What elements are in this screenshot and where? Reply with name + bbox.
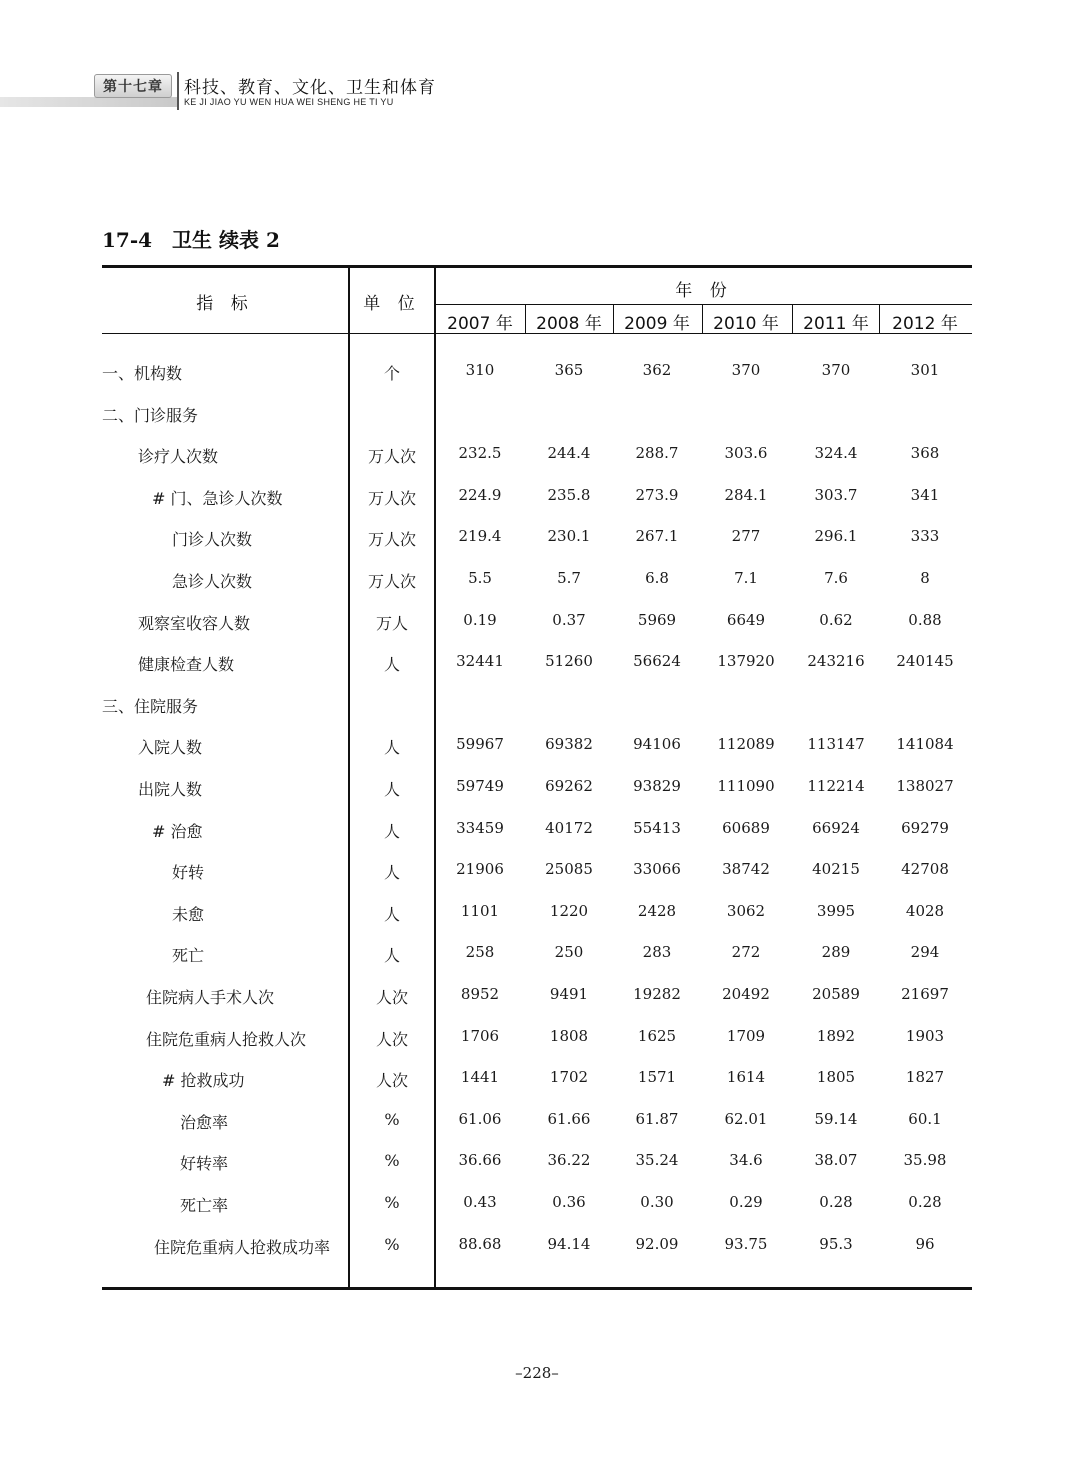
value-cell: 6.8 [645, 569, 669, 587]
value-cell: 69279 [901, 819, 949, 837]
value-cell: 3995 [816, 902, 856, 920]
value-cell: 40172 [545, 819, 593, 837]
row-label: 观察室收容人数 [138, 614, 251, 633]
header-indicator: 指 标 [196, 294, 254, 314]
value-cell: 21906 [456, 860, 504, 878]
table-row [102, 943, 972, 973]
value-cell: 6649 [726, 611, 766, 629]
row-unit: 万人次 [367, 572, 416, 591]
value-cell: 9491 [549, 985, 589, 1003]
chapter-title: 科技、教育、文化、卫生和体育 [184, 78, 436, 98]
value-cell: 0.28 [819, 1193, 853, 1211]
value-cell: 112089 [717, 735, 775, 753]
row-unit: % [384, 1235, 400, 1254]
row-unit: 人 [383, 738, 400, 757]
row-unit: % [384, 1193, 400, 1212]
row-unit: 人 [383, 946, 400, 965]
table-row [102, 694, 972, 724]
value-cell: 21697 [901, 985, 949, 1003]
value-cell: 5.7 [557, 569, 581, 587]
value-cell: 33459 [456, 819, 504, 837]
value-cell: 368 [910, 444, 940, 462]
value-cell: 141084 [896, 735, 954, 753]
value-cell: 55413 [633, 819, 681, 837]
value-cell: 7.6 [824, 569, 848, 587]
value-cell: 0.88 [908, 611, 942, 629]
value-cell: 301 [910, 361, 940, 379]
value-cell: 0.36 [552, 1193, 586, 1211]
value-cell: 95.3 [819, 1235, 853, 1253]
header-unit: 单 位 [363, 294, 421, 314]
row-label: # 门、急诊人次数 [152, 489, 283, 508]
value-cell: 36.22 [547, 1151, 591, 1169]
table-row [102, 735, 972, 765]
table-row [102, 569, 972, 599]
value-cell: 59749 [456, 777, 504, 795]
chapter-pinyin: KE JI JIAO YU WEN HUA WEI SHENG HE TI YU [184, 97, 394, 107]
value-cell: 0.29 [729, 1193, 763, 1211]
year-divider [879, 305, 880, 333]
year-group-rule [435, 304, 972, 305]
value-cell: 310 [465, 361, 495, 379]
value-cell: 112214 [807, 777, 865, 795]
table-row [102, 1027, 972, 1057]
table-row [102, 611, 972, 641]
value-cell: 94106 [633, 735, 681, 753]
row-unit: % [384, 1151, 400, 1170]
year-divider [613, 305, 614, 333]
value-cell: 294 [910, 943, 940, 961]
table-row [102, 1235, 972, 1265]
year-header: 2010 年 [713, 314, 779, 334]
value-cell: 56624 [633, 652, 681, 670]
table-row [102, 361, 972, 391]
row-unit: 万人次 [367, 489, 416, 508]
year-header: 2012 年 [892, 314, 958, 334]
value-cell: 20589 [812, 985, 860, 1003]
value-cell: 1571 [637, 1068, 677, 1086]
value-cell: 20492 [722, 985, 770, 1003]
value-cell: 51260 [545, 652, 593, 670]
table-row [102, 1110, 972, 1140]
value-cell: 5.5 [468, 569, 492, 587]
table-row [102, 652, 972, 682]
value-cell: 267.1 [635, 527, 679, 545]
row-label: 入院人数 [138, 738, 203, 757]
value-cell: 5969 [637, 611, 677, 629]
value-cell: 273.9 [635, 486, 679, 504]
value-cell: 36.66 [458, 1151, 502, 1169]
row-label: 住院危重病人抢救人次 [146, 1030, 307, 1049]
row-unit: 人次 [375, 1071, 408, 1090]
table-row [102, 444, 972, 474]
table-top-rule [102, 265, 972, 268]
value-cell: 277 [731, 527, 761, 545]
value-cell: 288.7 [635, 444, 679, 462]
value-cell: 1892 [816, 1027, 856, 1045]
value-cell: 250 [554, 943, 584, 961]
row-unit: 人 [383, 780, 400, 799]
table-row [102, 403, 972, 433]
value-cell: 258 [465, 943, 495, 961]
value-cell: 60.1 [908, 1110, 942, 1128]
row-unit: 个 [383, 364, 400, 383]
value-cell: 0.19 [463, 611, 497, 629]
value-cell: 138027 [896, 777, 954, 795]
row-label: # 抢救成功 [162, 1071, 245, 1090]
header-year-group: 年 份 [675, 281, 733, 301]
value-cell: 66924 [812, 819, 860, 837]
value-cell: 60689 [722, 819, 770, 837]
value-cell: 1903 [905, 1027, 945, 1045]
value-cell: 244.4 [547, 444, 591, 462]
row-label: 治愈率 [180, 1113, 229, 1132]
value-cell: 370 [821, 361, 851, 379]
value-cell: 69262 [545, 777, 593, 795]
value-cell: 0.30 [640, 1193, 674, 1211]
row-label: 住院病人手术人次 [146, 988, 275, 1007]
year-header: 2008 年 [536, 314, 602, 334]
year-header: 2007 年 [447, 314, 513, 334]
value-cell: 38.07 [814, 1151, 858, 1169]
table-row [102, 1193, 972, 1223]
value-cell: 93.75 [724, 1235, 768, 1253]
value-cell: 94.14 [547, 1235, 591, 1253]
value-cell: 2428 [637, 902, 677, 920]
value-cell: 4028 [905, 902, 945, 920]
year-divider [525, 305, 526, 333]
row-unit: 人 [383, 863, 400, 882]
row-label: 健康检查人数 [138, 655, 235, 674]
value-cell: 59.14 [814, 1110, 858, 1128]
row-label: 三、住院服务 [102, 697, 199, 716]
row-label: 未愈 [172, 905, 205, 924]
value-cell: 59967 [456, 735, 504, 753]
value-cell: 61.87 [635, 1110, 679, 1128]
value-cell: 224.9 [458, 486, 502, 504]
value-cell: 303.7 [814, 486, 858, 504]
value-cell: 283 [642, 943, 672, 961]
table-row [102, 819, 972, 849]
chapter-badge: 第十七章 [94, 74, 172, 98]
table-row [102, 860, 972, 890]
value-cell: 92.09 [635, 1235, 679, 1253]
row-label: 二、门诊服务 [102, 406, 199, 425]
row-label: 好转 [172, 863, 205, 882]
value-cell: 0.28 [908, 1193, 942, 1211]
value-cell: 0.37 [552, 611, 586, 629]
value-cell: 69382 [545, 735, 593, 753]
value-cell: 1808 [549, 1027, 589, 1045]
value-cell: 113147 [807, 735, 865, 753]
value-cell: 1625 [637, 1027, 677, 1045]
value-cell: 272 [731, 943, 761, 961]
value-cell: 243216 [807, 652, 865, 670]
value-cell: 1702 [549, 1068, 589, 1086]
value-cell: 289 [821, 943, 851, 961]
row-label: 门诊人次数 [172, 530, 253, 549]
value-cell: 111090 [717, 777, 775, 795]
value-cell: 0.62 [819, 611, 853, 629]
value-cell: 230.1 [547, 527, 591, 545]
value-cell: 62.01 [724, 1110, 768, 1128]
row-label: 急诊人次数 [172, 572, 253, 591]
row-label: 死亡率 [180, 1196, 229, 1215]
page-number: –228– [515, 1364, 559, 1382]
value-cell: 19282 [633, 985, 681, 1003]
value-cell: 1101 [460, 902, 500, 920]
value-cell: 38742 [722, 860, 770, 878]
row-label: 好转率 [180, 1154, 229, 1173]
value-cell: 1614 [726, 1068, 766, 1086]
row-unit: 人 [383, 822, 400, 841]
value-cell: 240145 [896, 652, 954, 670]
table-row [102, 486, 972, 516]
year-divider [702, 305, 703, 333]
table-row [102, 1151, 972, 1181]
table-row [102, 1068, 972, 1098]
row-unit: 人次 [375, 988, 408, 1007]
row-unit: 万人 [375, 614, 408, 633]
value-cell: 8 [920, 569, 930, 587]
table-row [102, 985, 972, 1015]
value-cell: 8952 [460, 985, 500, 1003]
row-label: 住院危重病人抢救成功率 [154, 1238, 331, 1257]
value-cell: 284.1 [724, 486, 768, 504]
value-cell: 341 [910, 486, 940, 504]
value-cell: 34.6 [729, 1151, 763, 1169]
value-cell: 32441 [456, 652, 504, 670]
year-header: 2011 年 [803, 314, 869, 334]
row-label: # 治愈 [152, 822, 203, 841]
row-unit: 人 [383, 655, 400, 674]
row-unit: 万人次 [367, 530, 416, 549]
value-cell: 1441 [460, 1068, 500, 1086]
table-row [102, 902, 972, 932]
value-cell: 61.06 [458, 1110, 502, 1128]
table-row [102, 527, 972, 557]
row-unit: 万人次 [367, 447, 416, 466]
row-label: 出院人数 [138, 780, 203, 799]
value-cell: 296.1 [814, 527, 858, 545]
value-cell: 35.24 [635, 1151, 679, 1169]
row-unit: 人次 [375, 1030, 408, 1049]
table-row [102, 777, 972, 807]
year-header: 2009 年 [624, 314, 690, 334]
value-cell: 1827 [905, 1068, 945, 1086]
value-cell: 324.4 [814, 444, 858, 462]
value-cell: 61.66 [547, 1110, 591, 1128]
row-unit: 人 [383, 905, 400, 924]
value-cell: 40215 [812, 860, 860, 878]
year-divider [792, 305, 793, 333]
value-cell: 88.68 [458, 1235, 502, 1253]
value-cell: 303.6 [724, 444, 768, 462]
value-cell: 35.98 [903, 1151, 947, 1169]
value-cell: 7.1 [734, 569, 758, 587]
value-cell: 219.4 [458, 527, 502, 545]
header-divider [177, 72, 179, 110]
value-cell: 333 [910, 527, 940, 545]
value-cell: 93829 [633, 777, 681, 795]
value-cell: 42708 [901, 860, 949, 878]
value-cell: 1805 [816, 1068, 856, 1086]
row-label: 死亡 [172, 946, 205, 965]
value-cell: 0.43 [463, 1193, 497, 1211]
value-cell: 370 [731, 361, 761, 379]
row-label: 诊疗人次数 [138, 447, 219, 466]
row-label: 一、机构数 [102, 364, 183, 383]
value-cell: 232.5 [458, 444, 502, 462]
value-cell: 33066 [633, 860, 681, 878]
value-cell: 1706 [460, 1027, 500, 1045]
table-title: 17-4 卫生 续表 2 [102, 228, 280, 252]
value-cell: 3062 [726, 902, 766, 920]
value-cell: 25085 [545, 860, 593, 878]
value-cell: 1220 [549, 902, 589, 920]
value-cell: 235.8 [547, 486, 591, 504]
value-cell: 1709 [726, 1027, 766, 1045]
row-unit: % [384, 1110, 400, 1129]
value-cell: 365 [554, 361, 584, 379]
table-bottom-rule [102, 1287, 972, 1290]
value-cell: 96 [915, 1235, 935, 1253]
value-cell: 137920 [717, 652, 775, 670]
value-cell: 362 [642, 361, 672, 379]
